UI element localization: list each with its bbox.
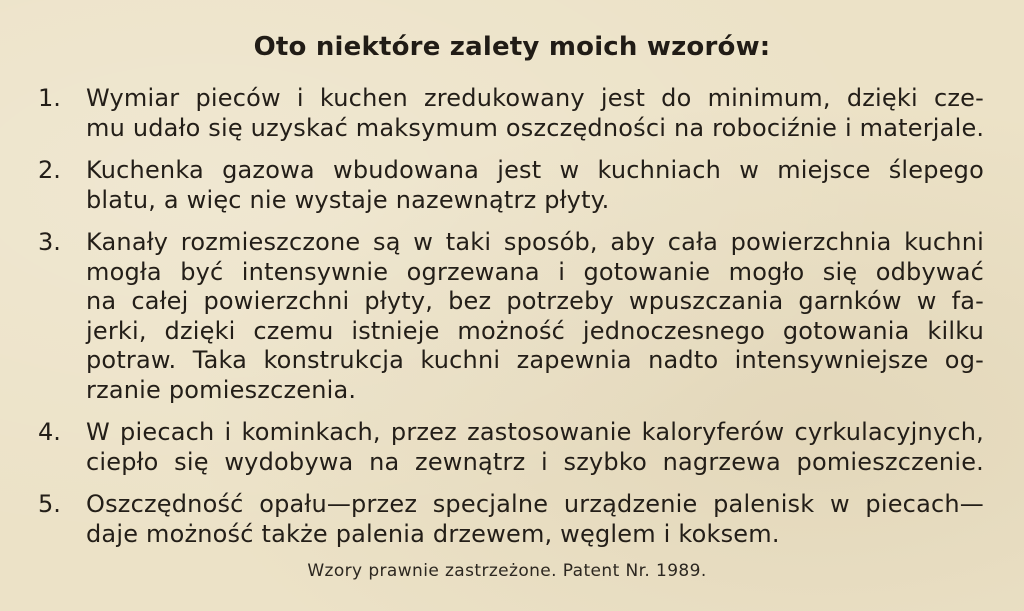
item-text-line: rzanie pomieszczenia.: [86, 375, 357, 404]
list-item-2: [38, 156, 988, 215]
item-text-line: W piecach i kominkach, przez zastosowanie kaloryferów cyrkulacyjnych,: [86, 418, 984, 446]
list-item-3: [38, 228, 988, 405]
item-text-line: blatu, a więc nie wystaje nazewnątrz płyty.: [86, 185, 610, 214]
list-item-4: [38, 418, 988, 477]
patent-footer: Wzory prawnie zastrzeżone. Patent Nr. 1989.: [307, 561, 707, 581]
item-text-line: Kanały rozmieszczone są w taki sposób, aby cała powierzchnia kuchni: [86, 228, 984, 256]
item-text-line: mu udało się uzyskać maksymum oszczędności na robociźnie i materjale.: [86, 113, 985, 142]
item-number: 3.: [38, 228, 61, 256]
item-number: 1.: [38, 84, 61, 112]
item-number: 2.: [38, 156, 61, 184]
list-item-5: [38, 490, 988, 549]
item-text-line: Kuchenka gazowa wbudowana jest w kuchniach w miejsce ślepego: [86, 156, 984, 184]
item-text-line: jerki, dzięki czemu istnieje możność jednoczesnego gotowania kilku: [86, 316, 984, 345]
advantages-list: [38, 84, 988, 562]
item-text-line: Wymiar pieców i kuchen zredukowany jest do minimum, dzięki cze-: [86, 84, 984, 112]
item-text-line: na całej powierzchni płyty, bez potrzeby wpuszczania garnków w fa-: [86, 287, 984, 315]
item-text-line: ciepło się wydobywa na zewnątrz i szybko nagrzewa pomieszczenie.: [86, 447, 984, 476]
item-text-line: daje możność także palenia drzewem, węglem i koksem.: [86, 519, 780, 548]
item-text-line: mogła być intensywnie ogrzewana i gotowanie mogło się odbywać: [86, 257, 984, 286]
item-text-line: potraw. Taka konstrukcja kuchni zapewnia nadto intensywniejsze og-: [86, 346, 984, 374]
item-number: 4.: [38, 418, 61, 446]
item-number: 5.: [38, 490, 61, 518]
document-title: Oto niektóre zalety moich wzorów:: [253, 32, 771, 62]
list-item-1: [38, 84, 988, 143]
item-text-line: Oszczędność opału—przez specjalne urządzenie palenisk w piecach—: [86, 490, 984, 518]
